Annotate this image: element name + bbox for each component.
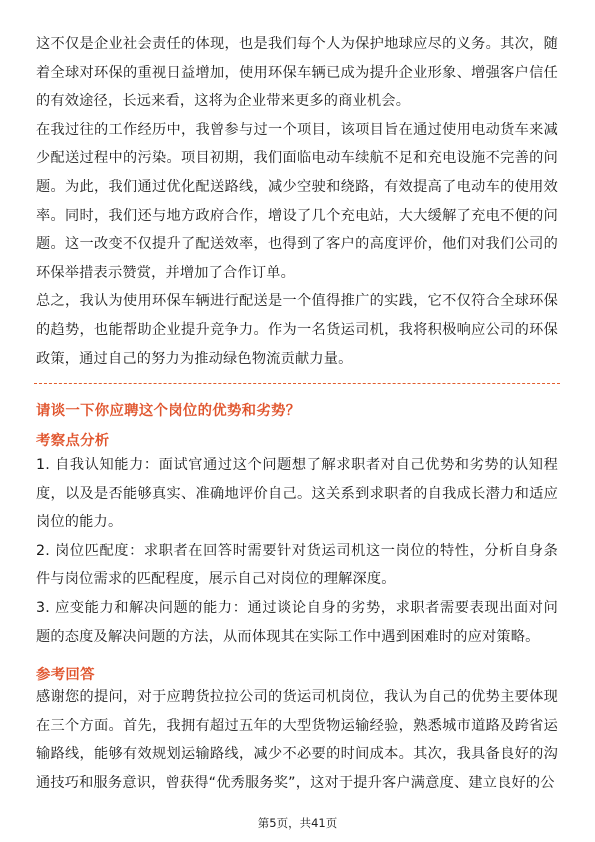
body-paragraph: 在我过往的工作经历中，我曾参与过一个项目，该项目旨在通过使用电动货车来减少配送过程中的污染。项目初期，我们面临电动车续航不足和充电设施不完善的问题。为此，我们通过优化配送路线，减少空驶和绕路，有效提高了电动车的使用效率。同时，我们还与地方政府合作，增设了几个充电站，大大缓解了充电不便的问题。这一改变不仅提升了配送效率，也得到了客户的高度评价，他们对我们公司的环保举措表示赞赏，并增加了合作订单。 [36, 121, 558, 281]
analysis-heading: 考察点分析 [36, 433, 110, 449]
answer-paragraph: 感谢您的提问，对于应聘货拉拉公司的货运司机岗位，我认为自己的优势主要体现在三个方面。首先，我拥有超过五年的大型货物运输经验，熟悉城市道路及跨省运输路线，能够有效规划运输路线，减少不必要的时间成本。其次，我具备良好的沟通技巧和服务意识，曾获得“优秀服务奖”，这对于提升客户满意度、建立良好的公 [36, 689, 558, 791]
answer-body [36, 683, 558, 797]
analysis-list [36, 451, 558, 651]
analysis-item: 2. 岗位匹配度：求职者在回答时需要针对货运司机这一岗位的特性，分析自身条件与岗位需求的匹配程度，展示自己对岗位的理解深度。 [36, 542, 558, 588]
question-heading: 请谈一下你应聘这个岗位的优势和劣势？ [36, 403, 301, 419]
body-paragraph: 总之，我认为使用环保车辆进行配送是一个值得推广的实践，它不仅符合全球环保的趋势，也能帮助企业提升竞争力。作为一名货运司机，我将积极响应公司的环保政策，通过自己的努力为推动绿色物流贡献力量。 [36, 293, 558, 367]
analysis-item: 1. 自我认知能力：面试官通过这个问题想了解求职者对自己优势和劣势的认知程度，以及是否能够真实、准确地评价自己。这关系到求职者的自我成长潜力和适应岗位的能力。 [36, 457, 558, 531]
page-number: 第5页，共41页 [257, 816, 338, 830]
section-divider [34, 383, 560, 384]
analysis-item: 3. 应变能力和解决问题的能力：通过谈论自身的劣势，求职者需要表现出面对问题的态度及解决问题的方法，从而体现其在实际工作中遇到困难时的应对策略。 [36, 599, 558, 645]
body-paragraph: 这不仅是企业社会责任的体现，也是我们每个人为保护地球应尽的义务。其次，随着全球对环保的重视日益增加，使用环保车辆已成为提升企业形象、增强客户信任的有效途径，长远来看，这将为企业带来更多的商业机会。 [36, 36, 558, 110]
top-body-text [36, 30, 558, 373]
answer-heading: 参考回答 [36, 667, 95, 683]
